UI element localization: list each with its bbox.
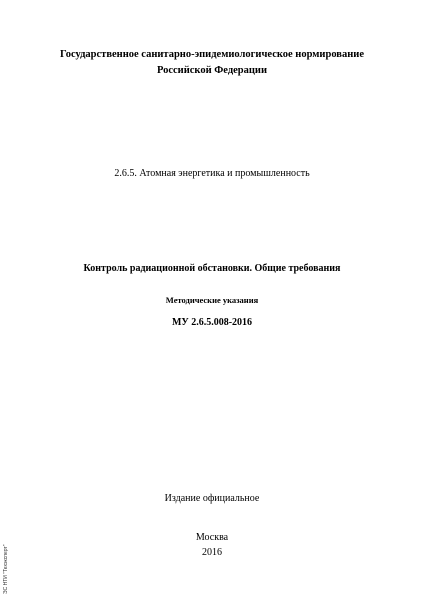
side-watermark: ЭС НТИ "Техэксперт" [3,544,9,594]
edition-label: Издание официальное [164,493,260,504]
document-title: Контроль радиационной обстановки. Общие требования [83,263,341,274]
header-line-2: Российской Федерации [156,65,268,76]
section-heading: 2.6.5. Атомная энергетика и промышленность [114,168,310,179]
publication-city: Москва [195,532,229,543]
document-number: МУ 2.6.5.008-2016 [171,317,253,328]
document-type: Методические указания [165,295,259,305]
header-line-1: Государственное санитарно-эпидемиологическое нормирование [59,49,364,60]
publication-year: 2016 [202,547,222,558]
